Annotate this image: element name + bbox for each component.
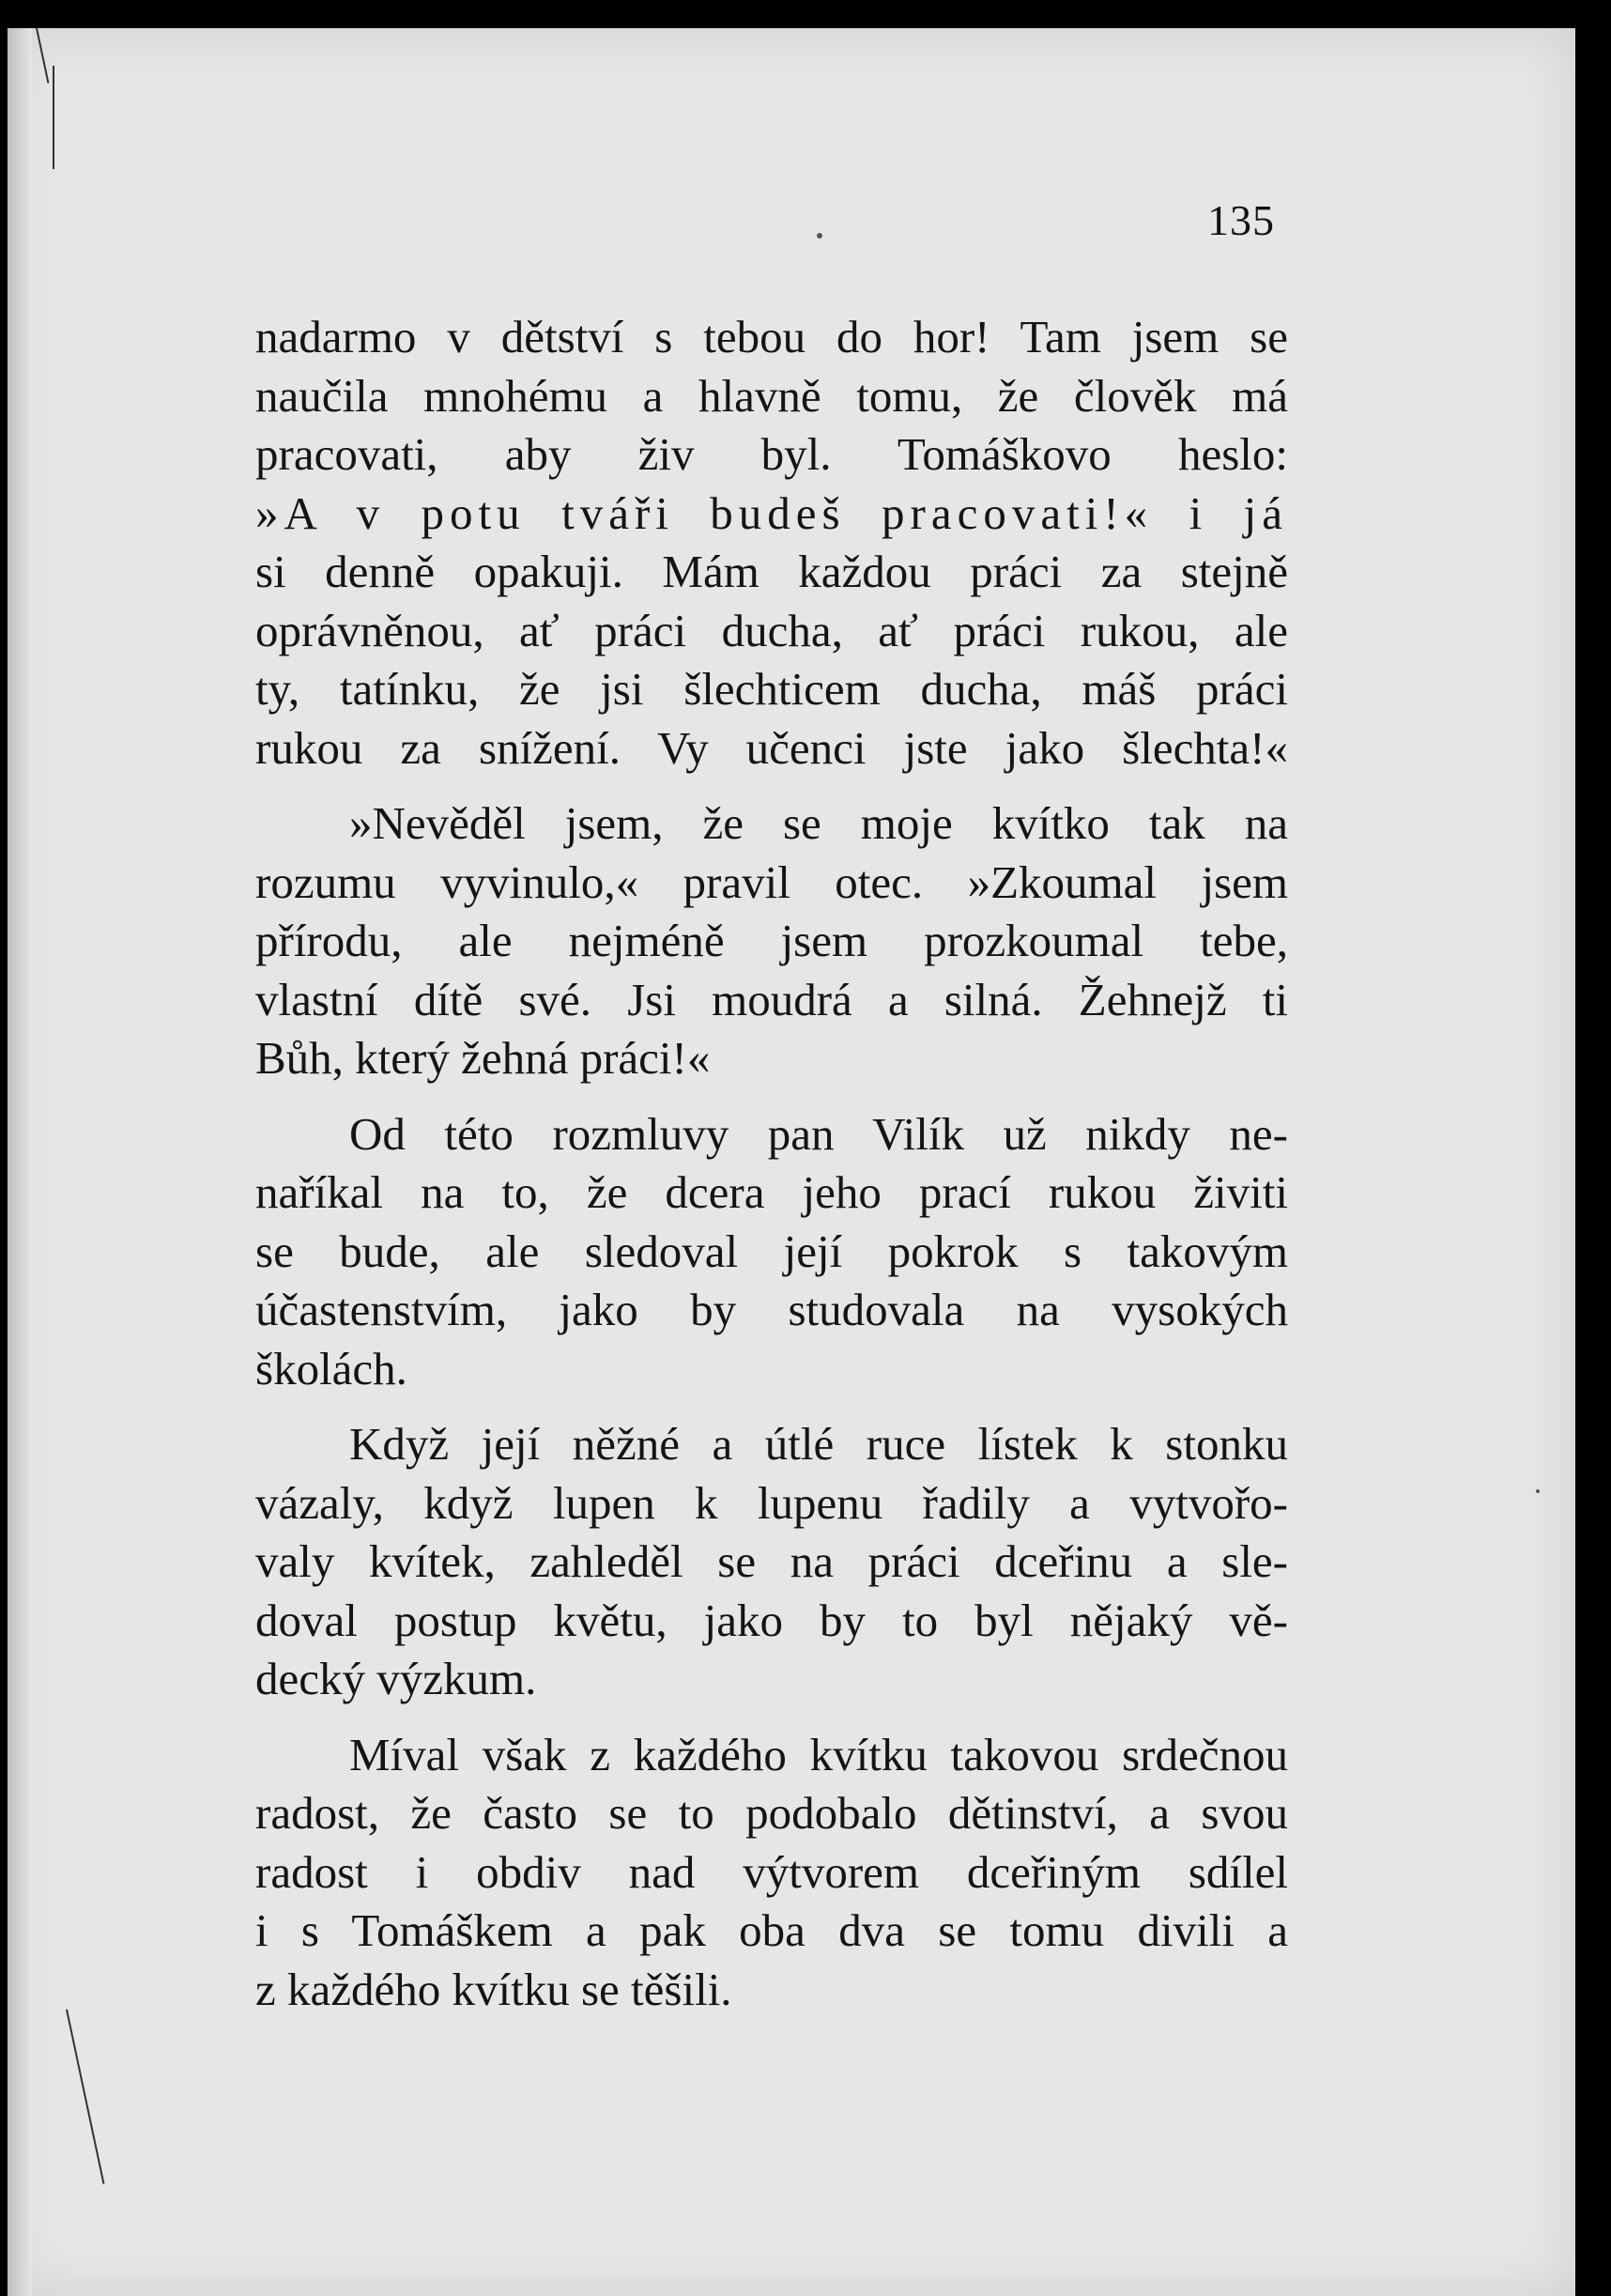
text-line: rozumu vyvinulo,« pravil otec. »Zkoumal jsem	[255, 855, 1288, 908]
body-text	[255, 308, 1288, 2036]
text-line: Od této rozmluvy pan Vilík už nikdy ne-	[349, 1107, 1288, 1160]
text-line: rukou za snížení. Vy učenci jste jako šlechta!«	[255, 721, 1288, 774]
text-line: »A v potu tváři budeš pracovati!« i já	[255, 486, 1288, 539]
text-line: doval postup květu, jako by to byl nějaký vě-	[255, 1594, 1288, 1646]
text-line: si denně opakuji. Mám každou práci za stejně	[255, 546, 1288, 597]
scan-scratch-bottom	[66, 2010, 104, 2184]
text-line: ty, tatínku, že jsi šlechticem ducha, máš práci	[255, 663, 1288, 715]
text-line: radost i obdiv nad výtvorem dceřiným sdílel	[255, 1845, 1288, 1898]
text-line: Když její něžné a útlé ruce lístek k stonku	[349, 1418, 1288, 1470]
paragraph	[255, 1726, 1288, 2020]
book-page	[8, 28, 1575, 2296]
text-line: se bude, ale sledoval její pokrok s takovým	[255, 1225, 1288, 1277]
text-line: naříkal na to, že dcera jeho prací rukou živiti	[255, 1166, 1288, 1218]
scan-speck	[817, 233, 822, 239]
text-line: decký výzkum.	[255, 1653, 537, 1704]
paragraph	[255, 794, 1288, 1088]
text-line: pracovati, aby živ byl. Tomáškovo heslo:	[255, 428, 1288, 480]
scan-scratch-top	[36, 28, 49, 84]
text-line: radost, že často se to podobalo dětinství, a svou	[255, 1787, 1288, 1839]
text-line: »Nevěděl jsem, že se moje kvítko tak na	[349, 797, 1288, 849]
text-line: nadarmo v dětství s tebou do hor! Tam jsem se	[255, 311, 1288, 362]
text-line: přírodu, ale nejméně jsem prozkoumal tebe,	[255, 915, 1288, 966]
text-line: Bůh, který žehná práci!«	[255, 1032, 711, 1084]
text-line: účastenstvím, jako by studovala na vysokých	[255, 1284, 1288, 1335]
paragraph	[255, 1105, 1288, 1399]
scan-speck	[1536, 1489, 1540, 1493]
text-line: vlastní dítě své. Jsi moudrá a silná. Žehnejž ti	[255, 973, 1288, 1025]
page-number: 135	[1207, 196, 1275, 244]
text-line: školách.	[255, 1342, 407, 1395]
paragraph	[255, 308, 1288, 778]
page-edge-shadow	[8, 28, 32, 2296]
text-line: naučila mnohému a hlavně tomu, že člověk má	[255, 369, 1288, 422]
text-line: valy kvítek, zahleděl se na práci dceřinu a sle-	[255, 1535, 1288, 1587]
text-line: z každého kvítku se těšili.	[255, 1963, 732, 2015]
text-line: vázaly, když lupen k lupenu řadily a vytvořo-	[255, 1476, 1288, 1529]
scan-scratch-left	[53, 66, 54, 169]
text-line: Míval však z každého kvítku takovou srdečnou	[349, 1728, 1288, 1780]
text-line: oprávněnou, ať práci ducha, ať práci rukou, ale	[255, 604, 1288, 656]
text-line: i s Tomáškem a pak oba dva se tomu divili a	[255, 1904, 1288, 1956]
paragraph	[255, 1415, 1288, 1709]
